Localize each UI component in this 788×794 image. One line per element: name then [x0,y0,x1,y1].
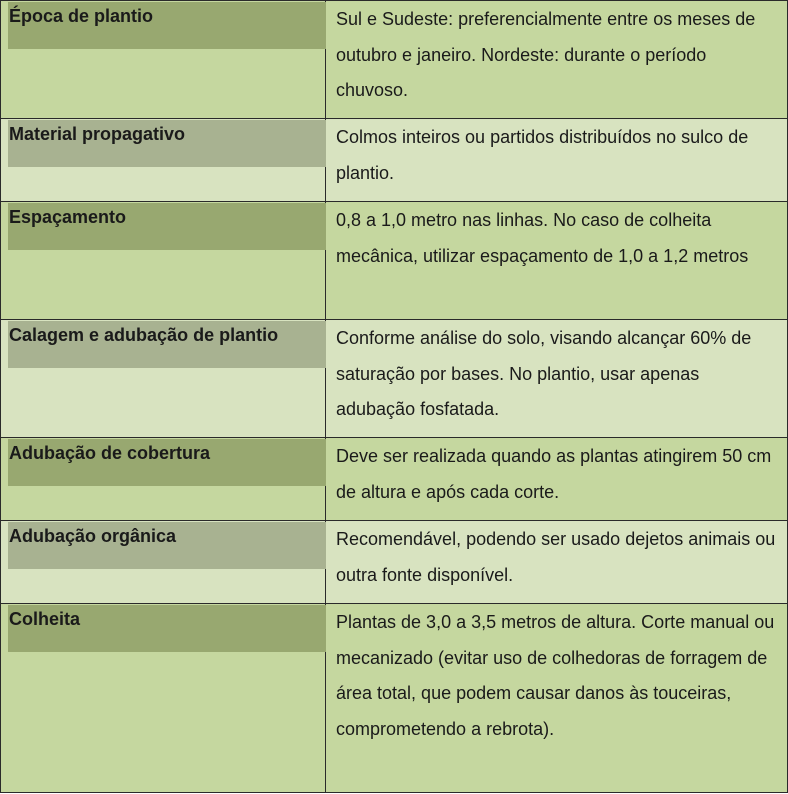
row-label: Época de plantio [9,6,154,26]
table-row [1,521,788,604]
row-label: Espaçamento [9,207,127,227]
row-value-cell [326,320,788,437]
row-value: Plantas de 3,0 a 3,5 metros de altura. Corte manual ou mecanizado (evitar uso de colhedoras de forragem de área total, que podem causar danos às touceiras, comprometendo a rebrota). [336,612,775,739]
row-label-cell [1,521,326,603]
row-value-cell [326,521,788,603]
row-label-cell [1,438,326,520]
row-value: Recomendável, podendo ser usado dejetos animais ou outra fonte disponível. [336,529,776,585]
table-row [1,1,788,119]
row-label-cell [1,604,326,792]
row-label: Calagem e adubação de plantio [9,325,279,345]
row-value-cell [326,119,788,201]
row-value: Deve ser realizada quando as plantas atingirem 50 cm de altura e após cada corte. [336,446,772,502]
row-value-cell [326,202,788,319]
table-row [1,438,788,521]
table-row [1,604,788,793]
row-label-cell [1,202,326,319]
row-value-cell [326,438,788,520]
row-label-cell [1,320,326,437]
row-label: Colheita [9,609,81,629]
table-row [1,119,788,202]
row-value-cell [326,604,788,792]
table-row [1,320,788,438]
row-label-cell [1,119,326,201]
row-value-cell [326,1,788,118]
row-label: Adubação orgânica [9,526,177,546]
row-label-cell [1,1,326,118]
row-value: Sul e Sudeste: preferencialmente entre os meses de outubro e janeiro. Nordeste: durante o período chuvoso. [336,9,756,100]
table-row [1,202,788,320]
row-label: Adubação de cobertura [9,443,211,463]
row-label: Material propagativo [9,124,186,144]
row-value: Conforme análise do solo, visando alcançar 60% de saturação por bases. No plantio, usar apenas adubação fosfatada. [336,328,752,419]
row-value: Colmos inteiros ou partidos distribuídos no sulco de plantio. [336,127,749,183]
row-value: 0,8 a 1,0 metro nas linhas. No caso de colheita mecânica, utilizar espaçamento de 1,0 a 1,2 metros [336,210,749,266]
